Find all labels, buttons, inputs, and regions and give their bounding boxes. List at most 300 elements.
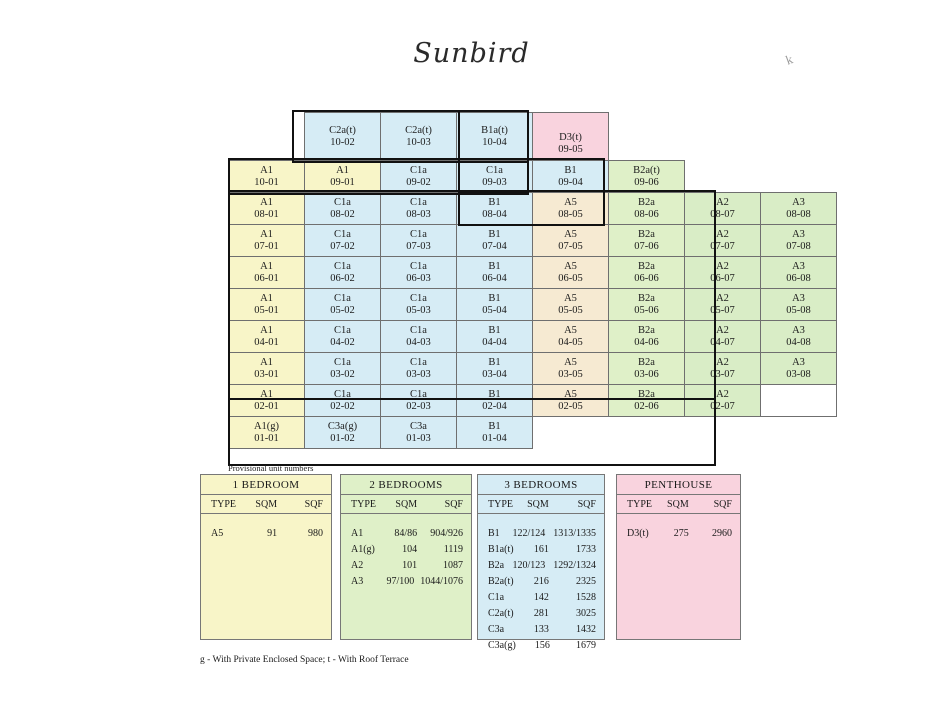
unit-type: B1 [488, 324, 501, 336]
legend-cell: 1119 [443, 544, 463, 555]
unit-number: 06-05 [558, 272, 583, 284]
unit-number: 01-03 [406, 432, 431, 444]
legend-cell: 1044/1076 [420, 576, 463, 587]
unit-number: 03-05 [558, 368, 583, 380]
unit-cell[interactable] [456, 160, 533, 193]
legend-cell: 101 [402, 560, 418, 571]
legend-cell: C3a(g) [488, 640, 516, 651]
legend-cell: A1 [351, 528, 364, 539]
legend-col-sqm: SQM [527, 499, 549, 510]
unit-number: 10-01 [254, 176, 279, 188]
unit-type: C1a [410, 228, 427, 240]
unit-type: A1 [260, 164, 273, 176]
unit-type: A5 [564, 260, 577, 272]
unit-number: 02-05 [558, 400, 583, 412]
legend-cell: B2a [488, 560, 505, 571]
unit-cell[interactable] [608, 256, 685, 289]
unit-number: 04-02 [330, 336, 355, 348]
stack-row [228, 160, 836, 192]
unit-number: 07-07 [710, 240, 735, 252]
unit-type: C1a [334, 228, 351, 240]
legend-heading: 3 BEDROOMS [478, 475, 604, 495]
unit-cell[interactable] [608, 288, 685, 321]
unit-cell[interactable] [304, 112, 381, 161]
unit-number: 03-01 [254, 368, 279, 380]
legend-row [351, 558, 463, 574]
unit-type: A3 [792, 196, 805, 208]
unit-number: 06-04 [482, 272, 507, 284]
legend-body [201, 514, 331, 548]
unit-cell[interactable] [532, 384, 609, 417]
unit-type: A1 [260, 196, 273, 208]
legend-cell: 104 [402, 544, 418, 555]
unit-type: A3 [792, 228, 805, 240]
legend-cell: 1087 [443, 560, 463, 571]
stack-row [228, 384, 836, 416]
unit-number: 08-03 [406, 208, 431, 220]
legend-columns [201, 495, 331, 514]
unit-type: A2 [716, 356, 729, 368]
unit-type: A5 [564, 356, 577, 368]
unit-type: A5 [564, 228, 577, 240]
unit-number: 04-06 [634, 336, 659, 348]
unit-number: 05-02 [330, 304, 355, 316]
unit-cell[interactable] [228, 160, 305, 193]
unit-type: C3a [410, 420, 427, 432]
legend-columns [341, 495, 471, 514]
unit-cell[interactable] [380, 288, 457, 321]
unit-cell[interactable] [380, 416, 457, 449]
unit-type: A5 [564, 324, 577, 336]
unit-number: 09-01 [330, 176, 355, 188]
unit-number: 10-03 [406, 136, 431, 148]
unit-number: 09-05 [558, 144, 583, 155]
unit-number: 02-02 [330, 400, 355, 412]
unit-cell[interactable] [456, 384, 533, 417]
unit-number: 07-06 [634, 240, 659, 252]
unit-number: 03-04 [482, 368, 507, 380]
unit-number: 07-03 [406, 240, 431, 252]
empty-cell [760, 112, 837, 161]
legend-body [617, 514, 740, 548]
legend-penthouse [616, 474, 741, 640]
unit-cell[interactable] [760, 224, 837, 257]
unit-type: C1a [410, 164, 427, 176]
legend-heading: 2 BEDROOMS [341, 475, 471, 495]
stack-row [228, 288, 836, 320]
legend-cell: 156 [534, 640, 550, 651]
unit-cell[interactable] [380, 160, 457, 193]
empty-cell [684, 112, 761, 161]
legend-row [351, 574, 463, 590]
unit-type: B1a(t) [481, 124, 508, 136]
unit-type: A3 [792, 356, 805, 368]
unit-cell[interactable] [456, 224, 533, 257]
unit-number: 03-06 [634, 368, 659, 380]
legend-col-type: TYPE [488, 499, 513, 510]
unit-number: 02-06 [634, 400, 659, 412]
legend-cell: 3025 [575, 608, 596, 619]
unit-cell[interactable] [228, 256, 305, 289]
unit-number: 06-03 [406, 272, 431, 284]
legend-cell: C1a [488, 592, 505, 603]
unit-type: A2 [716, 260, 729, 272]
unit-type: C3a(g) [327, 420, 358, 432]
legend-cell: 133 [533, 624, 549, 635]
unit-type: C1a [410, 260, 427, 272]
unit-type: C1a [410, 356, 427, 368]
unit-number: 06-08 [786, 272, 811, 284]
unit-cell[interactable] [760, 192, 837, 225]
unit-type: B2a(t) [633, 164, 660, 176]
unit-cell[interactable] [380, 192, 457, 225]
stack-row [228, 112, 836, 160]
unit-number: 09-06 [634, 176, 659, 188]
unit-cell[interactable] [228, 320, 305, 353]
legend-cell: 84/86 [394, 528, 418, 539]
unit-number: 08-05 [558, 208, 583, 220]
legend-row [488, 622, 596, 638]
unit-type: D3(t) [559, 132, 582, 143]
unit-type: A1 [260, 388, 273, 400]
legend-columns [617, 495, 740, 514]
unit-cell[interactable] [684, 256, 761, 289]
unit-cell[interactable] [380, 352, 457, 385]
unit-type: C1a [410, 324, 427, 336]
unit-cell[interactable] [608, 160, 685, 193]
unit-number: 08-01 [254, 208, 279, 220]
legend-cell: 275 [673, 528, 689, 539]
unit-number: 10-02 [330, 136, 355, 148]
unit-number: 07-01 [254, 240, 279, 252]
unit-cell[interactable] [380, 224, 457, 257]
page-title: Sunbird [413, 38, 530, 69]
unit-cell[interactable] [532, 224, 609, 257]
legend-cell: 120/123 [512, 560, 546, 571]
unit-cell[interactable] [304, 352, 381, 385]
unit-number: 07-02 [330, 240, 355, 252]
unit-cell[interactable] [228, 224, 305, 257]
unit-cell[interactable] [304, 192, 381, 225]
provisional-note: Provisional unit numbers [228, 463, 314, 473]
unit-number: 07-08 [786, 240, 811, 252]
unit-number: 05-06 [634, 304, 659, 316]
unit-cell[interactable] [532, 256, 609, 289]
unit-cell[interactable] [304, 224, 381, 257]
unit-type: A5 [564, 292, 577, 304]
legend-1-bedroom [200, 474, 332, 640]
unit-type: A1 [336, 164, 349, 176]
unit-cell[interactable] [228, 384, 305, 417]
unit-type: B1 [564, 164, 577, 176]
unit-number: 02-01 [254, 400, 279, 412]
legend-row [211, 526, 323, 542]
legend-col-sqf: SQF [713, 499, 732, 510]
empty-cell [608, 112, 685, 161]
unit-cell[interactable] [304, 384, 381, 417]
unit-type: C2a(t) [329, 124, 356, 136]
stack-row [228, 320, 836, 352]
unit-cell[interactable] [532, 192, 609, 225]
unit-number: 08-08 [786, 208, 811, 220]
unit-number: 08-04 [482, 208, 507, 220]
legend-cell: 1679 [576, 640, 596, 651]
legend-cell: 161 [533, 544, 549, 555]
unit-type: B1 [488, 260, 501, 272]
legend-cell: 281 [533, 608, 549, 619]
legend-col-sqm: SQM [667, 499, 689, 510]
unit-number: 06-07 [710, 272, 735, 284]
legend-cell: D3(t) [627, 528, 649, 539]
unit-type: B2a [638, 292, 655, 304]
legend-cell: 904/926 [430, 528, 463, 539]
unit-type: C1a [410, 388, 427, 400]
unit-cell[interactable] [228, 416, 305, 449]
unit-type: C1a [486, 164, 503, 176]
unit-number: 07-05 [558, 240, 583, 252]
unit-type: B1 [488, 292, 501, 304]
legend-cell: 2960 [711, 528, 732, 539]
legend-cell: 1292/1324 [553, 560, 596, 571]
unit-number: 05-08 [786, 304, 811, 316]
legend-row [488, 542, 596, 558]
legend-cell: 216 [533, 576, 549, 587]
unit-type: A1 [260, 356, 273, 368]
unit-cell[interactable] [760, 256, 837, 289]
unit-number: 09-02 [406, 176, 431, 188]
legend-col-sqf: SQF [444, 499, 463, 510]
unit-number: 03-03 [406, 368, 431, 380]
unit-number: 06-02 [330, 272, 355, 284]
unit-cell[interactable] [684, 320, 761, 353]
legend-2-bedrooms [340, 474, 472, 640]
unit-cell[interactable] [380, 320, 457, 353]
legend-row [351, 526, 463, 542]
stack-row [228, 416, 836, 448]
legend-col-sqm: SQM [395, 499, 418, 510]
unit-cell[interactable] [684, 192, 761, 225]
unit-type: C1a [334, 324, 351, 336]
unit-type: C1a [334, 196, 351, 208]
unit-type: A3 [792, 324, 805, 336]
unit-number: 05-03 [406, 304, 431, 316]
unit-type: A1 [260, 228, 273, 240]
unit-cell[interactable] [532, 352, 609, 385]
unit-number: 07-04 [482, 240, 507, 252]
unit-cell[interactable] [684, 352, 761, 385]
unit-type: A3 [792, 292, 805, 304]
unit-type: A1 [260, 292, 273, 304]
unit-type: A2 [716, 228, 729, 240]
unit-cell[interactable] [608, 352, 685, 385]
unit-cell[interactable] [684, 384, 761, 417]
stack-row [228, 352, 836, 384]
unit-cell[interactable] [456, 288, 533, 321]
legend-cell: 1313/1335 [553, 528, 596, 539]
unit-number: 06-06 [634, 272, 659, 284]
unit-type: A2 [716, 324, 729, 336]
unit-type: C1a [334, 260, 351, 272]
unit-type: A1 [260, 324, 273, 336]
legend-row [488, 638, 596, 654]
unit-number: 01-01 [254, 432, 279, 444]
legend-cell: 91 [267, 528, 278, 539]
unit-number: 10-04 [482, 136, 507, 148]
unit-number: 03-07 [710, 368, 735, 380]
unit-cell[interactable] [760, 352, 837, 385]
unit-type: B2a [638, 196, 655, 208]
legend-col-type: TYPE [211, 499, 236, 510]
unit-cell[interactable] [456, 192, 533, 225]
unit-number: 05-07 [710, 304, 735, 316]
legend-cell: 1733 [575, 544, 596, 555]
unit-cell[interactable] [228, 352, 305, 385]
legend-columns [478, 495, 604, 514]
legend-row [351, 542, 463, 558]
unit-type: A3 [792, 260, 805, 272]
unit-number: 05-05 [558, 304, 583, 316]
stack-row [228, 256, 836, 288]
unit-cell[interactable] [456, 112, 533, 161]
unit-number: 04-07 [710, 336, 735, 348]
unit-cell[interactable] [304, 256, 381, 289]
unit-type: B2a [638, 324, 655, 336]
unit-type: C1a [334, 356, 351, 368]
unit-type: A2 [716, 196, 729, 208]
unit-number: 08-02 [330, 208, 355, 220]
legend-cell: A3 [351, 576, 364, 587]
legend-row [627, 526, 732, 542]
unit-number: 05-04 [482, 304, 507, 316]
unit-type: B1 [488, 228, 501, 240]
unit-number: 01-02 [330, 432, 355, 444]
unit-cell[interactable] [532, 320, 609, 353]
unit-cell[interactable] [608, 384, 685, 417]
legend-cell: A2 [351, 560, 364, 571]
unit-number: 01-04 [482, 432, 507, 444]
legend-cell: C2a(t) [488, 608, 514, 619]
unit-type: A5 [564, 196, 577, 208]
legend-row [488, 526, 596, 542]
legend-cell: 2325 [575, 576, 596, 587]
legend-body [341, 514, 471, 596]
unit-cell[interactable] [608, 224, 685, 257]
unit-cell[interactable] [760, 288, 837, 321]
legend-row [488, 606, 596, 622]
legend-cell: 142 [533, 592, 549, 603]
stack-row [228, 224, 836, 256]
unit-number: 02-07 [710, 400, 735, 412]
unit-number: 05-01 [254, 304, 279, 316]
unit-number: 09-04 [558, 176, 583, 188]
unit-type: B1 [488, 356, 501, 368]
unit-cell[interactable] [456, 416, 533, 449]
unit-cell[interactable] [532, 160, 609, 193]
unit-type: A2 [716, 292, 729, 304]
unit-type: A2 [716, 388, 729, 400]
unit-cell[interactable] [608, 320, 685, 353]
unit-cell[interactable] [684, 224, 761, 257]
empty-cell [760, 384, 837, 417]
unit-type: C1a [334, 292, 351, 304]
legend-cell: A5 [211, 528, 224, 539]
unit-cell[interactable] [608, 192, 685, 225]
legend-row [488, 590, 596, 606]
unit-number: 06-01 [254, 272, 279, 284]
legend-3-bedrooms [477, 474, 605, 651]
unit-cell[interactable] [456, 320, 533, 353]
unit-cell[interactable] [304, 160, 381, 193]
unit-cell[interactable] [760, 320, 837, 353]
unit-number: 04-03 [406, 336, 431, 348]
unit-type: A5 [564, 388, 577, 400]
legend-col-sqf: SQF [304, 499, 323, 510]
unit-cell[interactable] [304, 320, 381, 353]
unit-number: 02-04 [482, 400, 507, 412]
legend-heading: 1 BEDROOM [201, 475, 331, 495]
unit-number: 08-07 [710, 208, 735, 220]
unit-cell[interactable] [456, 256, 533, 289]
legend-heading: PENTHOUSE [617, 475, 740, 495]
unit-cell[interactable] [380, 256, 457, 289]
unit-cell[interactable] [304, 288, 381, 321]
stack-row [228, 192, 836, 224]
unit-number: 04-01 [254, 336, 279, 348]
legend-col-sqf: SQF [577, 499, 596, 510]
legend-cell: 980 [308, 528, 323, 539]
unit-type: B2a [638, 388, 655, 400]
unit-type: B2a [638, 228, 655, 240]
unit-type: C1a [410, 196, 427, 208]
unit-type: B2a [638, 356, 655, 368]
unit-stack-grid [228, 112, 836, 448]
legend-col-type: TYPE [351, 499, 376, 510]
legend-cell: C3a [488, 624, 505, 635]
legend-cell: A1(g) [351, 544, 375, 555]
unit-cell[interactable] [380, 384, 457, 417]
unit-cell[interactable] [684, 288, 761, 321]
corner-pencil-mark: k [783, 51, 795, 68]
legend-col-type: TYPE [627, 499, 652, 510]
legend-cell: B1 [488, 528, 500, 539]
unit-cell[interactable] [456, 352, 533, 385]
unit-number: 03-08 [786, 368, 811, 380]
unit-number: 04-04 [482, 336, 507, 348]
legend-body [478, 514, 604, 660]
legend-cell: B2a(t) [488, 576, 514, 587]
unit-number: 04-08 [786, 336, 811, 348]
unit-cell[interactable] [228, 288, 305, 321]
unit-type: C1a [410, 292, 427, 304]
unit-cell[interactable] [380, 112, 457, 161]
unit-number: 08-06 [634, 208, 659, 220]
unit-type: B2a [638, 260, 655, 272]
unit-type: B1 [488, 420, 501, 432]
footnote: g - With Private Enclosed Space; t - With Roof Terrace [200, 655, 409, 665]
unit-cell[interactable] [532, 288, 609, 321]
unit-cell[interactable] [228, 192, 305, 225]
unit-number: 09-03 [482, 176, 507, 188]
unit-number: 03-02 [330, 368, 355, 380]
legend-cell: 1528 [575, 592, 596, 603]
unit-type: C2a(t) [405, 124, 432, 136]
legend-cell: 1432 [575, 624, 596, 635]
unit-type: C1a [334, 388, 351, 400]
legend-cell: 122/124 [512, 528, 546, 539]
empty-cell [228, 112, 305, 161]
unit-number: 02-03 [406, 400, 431, 412]
unit-cell[interactable] [304, 416, 381, 449]
